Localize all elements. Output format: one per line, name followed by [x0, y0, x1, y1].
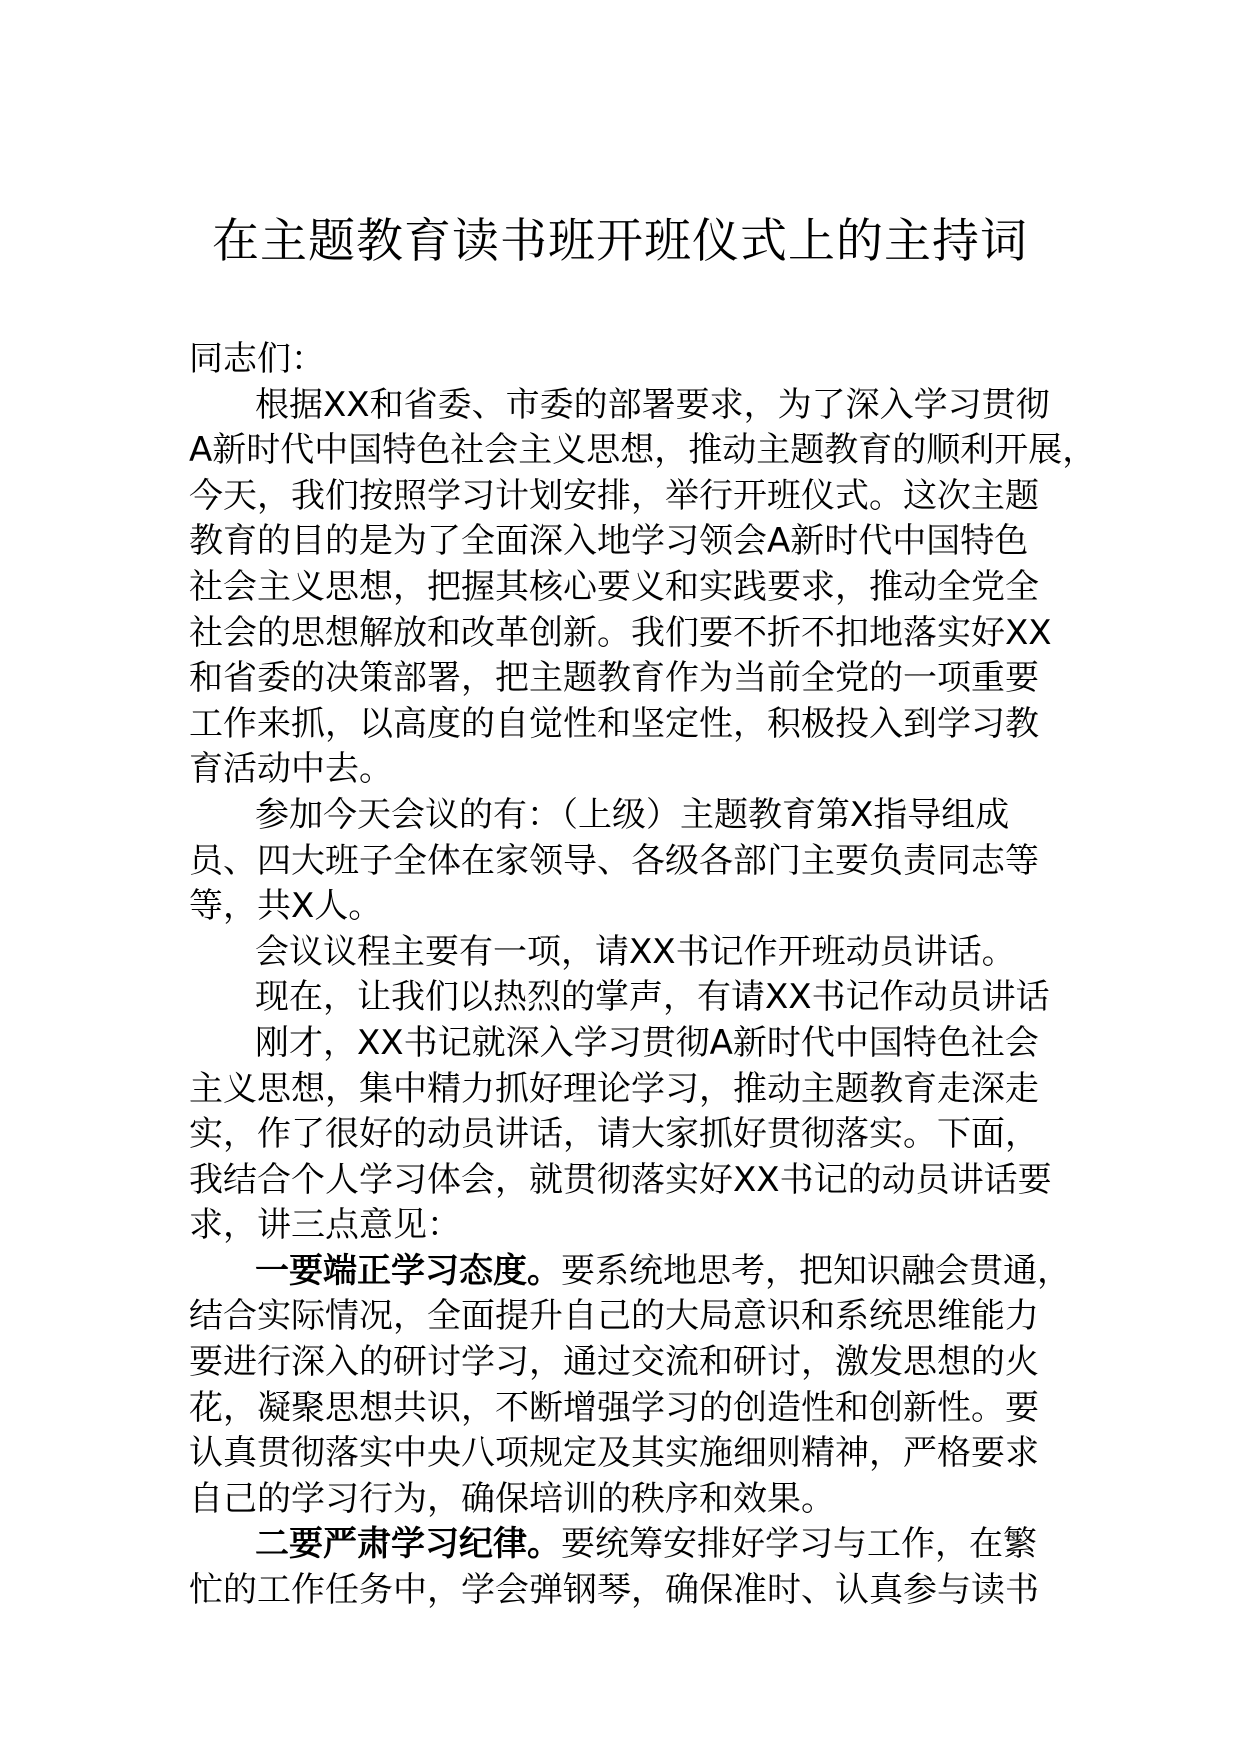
- text-line: [189, 1112, 1069, 1158]
- line-text: 要进行深入的研讨学习，通过交流和研讨，激发思想的火: [189, 1342, 1039, 1383]
- text-line: [189, 428, 1097, 474]
- text-line: [189, 565, 1069, 611]
- line-text: 同志们：: [189, 339, 325, 379]
- line-text: A新时代中国特色社会主义思想，推动主题教育的顺利开展，: [189, 430, 1097, 471]
- text-line: [189, 1477, 1069, 1523]
- text-line: [189, 519, 1069, 565]
- line-text: 要统筹安排好学习与工作，在繁: [561, 1524, 1037, 1565]
- line-text: 工作来抓，以高度的自觉性和坚定性，积极投入到学习教: [189, 703, 1039, 744]
- line-text: 员、四大班子全体在家领导、各级各部门主要负责同志等: [189, 840, 1039, 881]
- line-text: 等，共X人。: [189, 886, 383, 927]
- text-line: [189, 474, 1069, 520]
- text-line: [189, 930, 1069, 976]
- text-line: [189, 747, 1069, 793]
- line-text: 社会的思想解放和改革创新。我们要不折不扣地落实好XX: [189, 612, 1052, 653]
- text-line: [189, 1249, 1069, 1295]
- text-line: [189, 1431, 1069, 1477]
- text-line: [189, 975, 1069, 1021]
- text-line: [189, 1340, 1069, 1386]
- line-text: 我结合个人学习体会，就贯彻落实好XX书记的动员讲话要: [189, 1159, 1052, 1200]
- document-title: 在主题教育读书班开班仪式上的主持词: [212, 214, 1028, 269]
- text-line: [189, 793, 1069, 839]
- text-line: [189, 702, 1069, 748]
- text-line: [189, 1067, 1069, 1113]
- line-text: 求，讲三点意见：: [189, 1205, 461, 1246]
- text-line: [189, 1522, 1069, 1568]
- line-text: 忙的工作任务中，学会弹钢琴，确保准时、认真参与读书: [189, 1570, 1039, 1611]
- line-text: 现在，让我们以热烈的掌声，有请XX书记作动员讲话: [255, 977, 1050, 1018]
- line-text: 社会主义思想，把握其核心要义和实践要求，推动全党全: [189, 566, 1039, 607]
- text-line: [189, 1021, 1069, 1067]
- text-line: [189, 1203, 1069, 1249]
- line-text: 会议议程主要有一项，请XX书记作开班动员讲话。: [255, 931, 1016, 972]
- line-text: 根据XX和省委、市委的部署要求，为了深入学习贯彻: [255, 384, 1050, 425]
- bold-lead-heading: 二要严肃学习纪律。: [255, 1524, 561, 1565]
- line-text: 花，凝聚思想共识，不断增强学习的创造性和创新性。要: [189, 1387, 1039, 1428]
- line-text: 育活动中去。: [189, 749, 393, 790]
- document-body: [189, 337, 1097, 1614]
- text-line: [189, 383, 1069, 429]
- text-line: [189, 1158, 1069, 1204]
- text-line: [189, 337, 1069, 383]
- text-line: [189, 1386, 1069, 1432]
- line-text: 刚才，XX书记就深入学习贯彻A新时代中国特色社会: [255, 1022, 1039, 1063]
- line-text: 实，作了很好的动员讲话，请大家抓好贯彻落实。下面，: [189, 1114, 1039, 1155]
- line-text: 认真贯彻落实中央八项规定及其实施细则精神，严格要求: [189, 1433, 1039, 1474]
- text-line: [189, 656, 1069, 702]
- text-line: [189, 839, 1069, 885]
- bold-lead-heading: 一要端正学习态度。: [255, 1250, 561, 1291]
- line-text: 教育的目的是为了全面深入地学习领会A新时代中国特色: [189, 521, 1029, 562]
- line-text: 自己的学习行为，确保培训的秩序和效果。: [189, 1478, 835, 1519]
- line-text: 结合实际情况，全面提升自己的大局意识和系统思维能力: [189, 1296, 1039, 1337]
- line-text: 和省委的决策部署，把主题教育作为当前全党的一项重要: [189, 658, 1039, 699]
- text-line: [189, 611, 1069, 657]
- line-text: 今天，我们按照学习计划安排，举行开班仪式。这次主题: [189, 475, 1039, 516]
- text-line: [189, 1294, 1069, 1340]
- text-line: [189, 1568, 1069, 1614]
- line-text: 要系统地思考，把知识融会贯通，: [561, 1250, 1071, 1291]
- line-text: 参加今天会议的有：（上级）主题教育第X指导组成: [255, 794, 1010, 835]
- text-line: [189, 884, 1069, 930]
- line-text: 主义思想，集中精力抓好理论学习，推动主题教育走深走: [189, 1068, 1039, 1109]
